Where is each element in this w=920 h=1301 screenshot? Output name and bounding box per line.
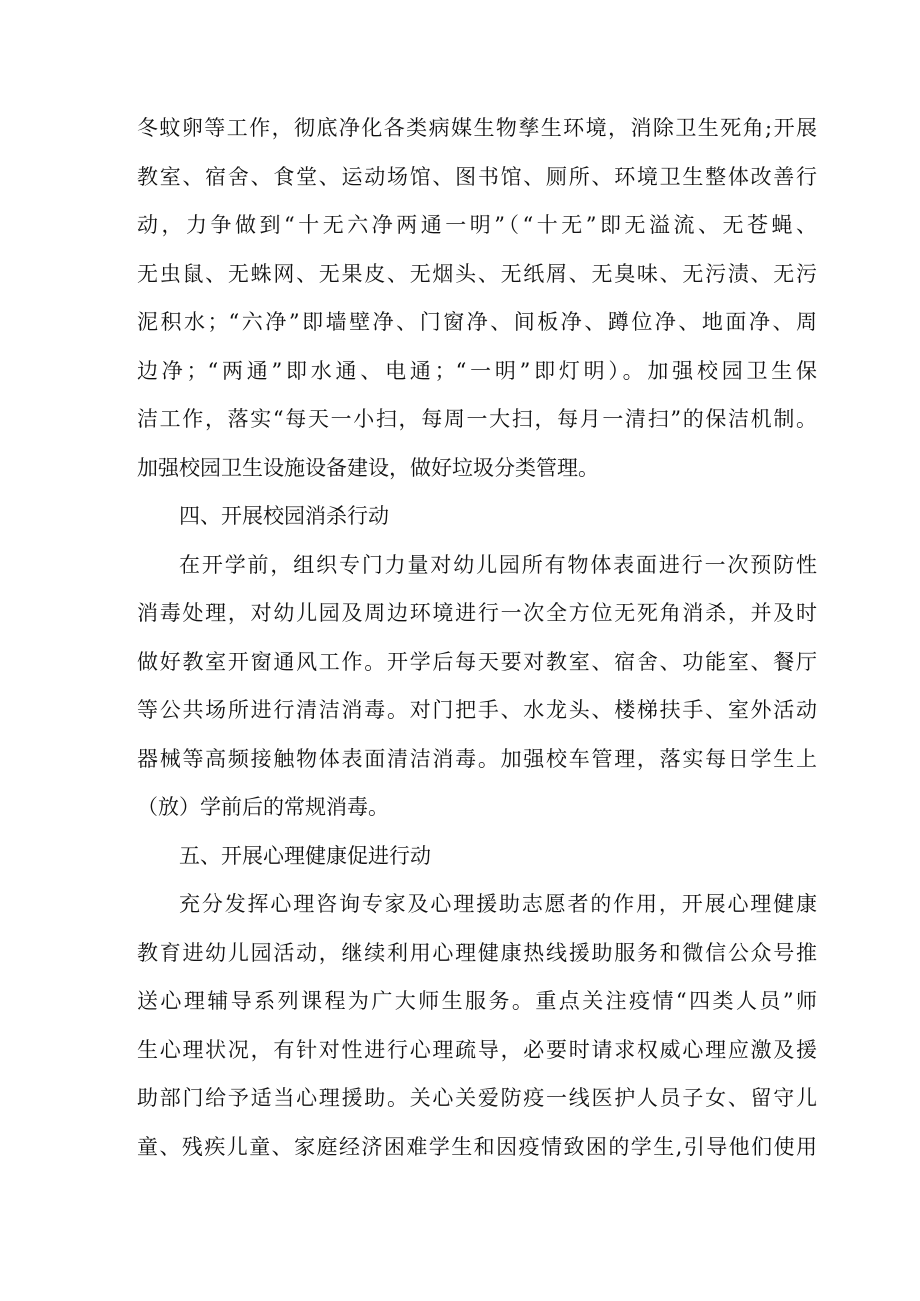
paragraph-1-line-7: 洁工作，落实“每天一小扫，每周一大扫，每月一清扫”的保洁机制。 bbox=[137, 407, 817, 431]
paragraph-1-line-8: 加强校园卫生设施设备建设，做好垃圾分类管理。 bbox=[137, 456, 599, 480]
paragraph-2-line-6: （放）学前后的常规消毒。 bbox=[137, 795, 389, 819]
paragraph-1-line-6: 边净；“两通”即水通、电通；“一明”即灯明）。加强校园卫生保 bbox=[137, 359, 817, 383]
paragraph-3-line-5: 助部门给予适当心理援助。关心关爱防疫一线医护人员子女、留守儿 bbox=[137, 1086, 817, 1110]
paragraph-1-line-3: 动，力争做到“十无六净两通一明”（“十无”即无溢流、无苍蝇、 bbox=[137, 213, 817, 237]
paragraph-1-line-1: 冬蚊卵等工作，彻底净化各类病媒生物孳生环境，消除卫生死角;开展 bbox=[137, 116, 817, 140]
section-heading-5: 五、开展心理健康促进行动 bbox=[179, 844, 431, 868]
paragraph-2-line-2: 消毒处理，对幼儿园及周边环境进行一次全方位无死角消杀，并及时 bbox=[137, 601, 817, 625]
paragraph-2-line-4: 等公共场所进行清洁消毒。对门把手、水龙头、楼梯扶手、室外活动 bbox=[137, 698, 817, 722]
paragraph-3-line-3: 送心理辅导系列课程为广大师生服务。重点关注疫情“四类人员”师 bbox=[137, 989, 817, 1013]
paragraph-1-line-2: 教室、宿舍、食堂、运动场馆、图书馆、厕所、环境卫生整体改善行 bbox=[137, 165, 817, 189]
section-heading-4: 四、开展校园消杀行动 bbox=[179, 504, 389, 528]
paragraph-2-line-1: 在开学前，组织专门力量对幼儿园所有物体表面进行一次预防性 bbox=[179, 553, 817, 577]
paragraph-3-line-1: 充分发挥心理咨询专家及心理援助志愿者的作用，开展心理健康 bbox=[179, 892, 817, 916]
paragraph-2-line-3: 做好教室开窗通风工作。开学后每天要对教室、宿舍、功能室、餐厅 bbox=[137, 650, 817, 674]
paragraph-1-line-5: 泥积水；“六净”即墙壁净、门窗净、间板净、蹲位净、地面净、周 bbox=[137, 310, 817, 334]
paragraph-1-line-4: 无虫鼠、无蛛网、无果皮、无烟头、无纸屑、无臭味、无污渍、无污 bbox=[137, 262, 817, 286]
paragraph-3-line-2: 教育进幼儿园活动，继续利用心理健康热线援助服务和微信公众号推 bbox=[137, 941, 817, 965]
paragraph-2-line-5: 器械等高频接触物体表面清洁消毒。加强校车管理，落实每日学生上 bbox=[137, 747, 817, 771]
paragraph-3-line-4: 生心理状况，有针对性进行心理疏导，必要时请求权威心理应激及援 bbox=[137, 1038, 817, 1062]
paragraph-3-line-6: 童、残疾儿童、家庭经济困难学生和因疫情致困的学生,引导他们使用 bbox=[137, 1135, 817, 1159]
